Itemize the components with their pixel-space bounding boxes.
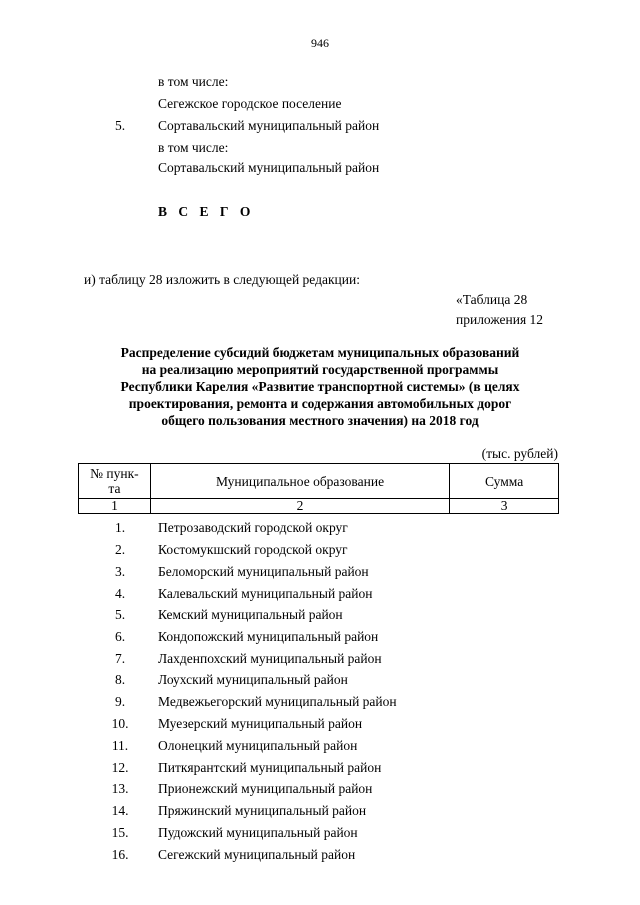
row-name: Костомукшский городской округ [158, 542, 348, 557]
row-name: Сегежский муниципальный район [158, 847, 356, 862]
row-number: 15. [111, 825, 129, 840]
row-name: Кемский муниципальный район [158, 607, 343, 622]
header-index: 2 [150, 499, 449, 514]
row-number: 6. [114, 629, 126, 644]
row-name: Питкярантский муниципальный район [158, 760, 382, 775]
header-number-line: та [108, 481, 121, 496]
instruction-text: и) таблицу 28 изложить в следующей редакции: [84, 272, 360, 287]
page-number: 946 [311, 36, 329, 50]
title-line: Распределение субсидий бюджетам муниципальных образований [120, 345, 520, 360]
row-name: Калевальский муниципальный район [158, 586, 373, 601]
row-number: 14. [111, 803, 129, 818]
table-caption [456, 290, 543, 330]
header-sum: Сумма [450, 464, 559, 499]
row-number: 3. [114, 564, 126, 579]
row-number: 5. [114, 607, 126, 622]
row-name: Пудожский муниципальный район [158, 825, 358, 840]
row-name: Муезерский муниципальный район [158, 716, 363, 731]
title-line: проектирования, ремонта и содержания автомобильных дорог [128, 396, 512, 411]
header-index: 3 [450, 499, 559, 514]
row-number: 8. [114, 672, 126, 687]
header-index: 1 [79, 499, 151, 514]
row-number: 16. [111, 847, 129, 862]
total-label: В С Е Г О [158, 204, 255, 219]
unit-label: (тыс. рублей) [481, 446, 558, 461]
table-title [80, 344, 560, 429]
row-number: 7. [114, 651, 126, 666]
row-name: Пряжинский муниципальный район [158, 803, 367, 818]
table-caption-line: «Таблица 28 [456, 292, 528, 307]
title-line: общего пользования местного значения) на 2018 год [161, 413, 479, 428]
item-name: Сортавальский муниципальный район [158, 118, 380, 133]
item-name: Сегежское городское поселение [158, 96, 342, 111]
item-number: 5. [114, 118, 126, 133]
row-number: 1. [114, 520, 126, 535]
header-municipality: Муниципальное образование [150, 464, 449, 499]
title-line: Республики Карелия «Развитие транспортной системы» (в целях [120, 379, 520, 394]
row-name: Лоухский муниципальный район [158, 672, 348, 687]
table-header [78, 463, 559, 514]
row-number: 4. [114, 586, 126, 601]
row-name: Кондопожский муниципальный район [158, 629, 379, 644]
row-number: 12. [111, 760, 129, 775]
table-caption-line: приложения 12 [456, 312, 544, 327]
row-number: 9. [114, 694, 126, 709]
row-name: Прионежский муниципальный район [158, 781, 373, 796]
row-number: 11. [111, 738, 129, 753]
row-name: Медвежьегорский муниципальный район [158, 694, 397, 709]
header-number [79, 464, 151, 499]
row-number: 10. [111, 716, 129, 731]
title-line: на реализацию мероприятий государственной программы [141, 362, 499, 377]
header-number-line: № пунк- [90, 466, 139, 481]
item-name: Сортавальский муниципальный район [158, 160, 380, 175]
row-name: Олонецкий муниципальный район [158, 738, 358, 753]
row-number: 2. [114, 542, 126, 557]
row-name: Петрозаводский городской округ [158, 520, 348, 535]
row-number: 13. [111, 781, 129, 796]
row-name: Беломорский муниципальный район [158, 564, 369, 579]
item-name: в том числе: [158, 140, 229, 155]
row-name: Лахденпохский муниципальный район [158, 651, 382, 666]
item-name: в том числе: [158, 74, 229, 89]
